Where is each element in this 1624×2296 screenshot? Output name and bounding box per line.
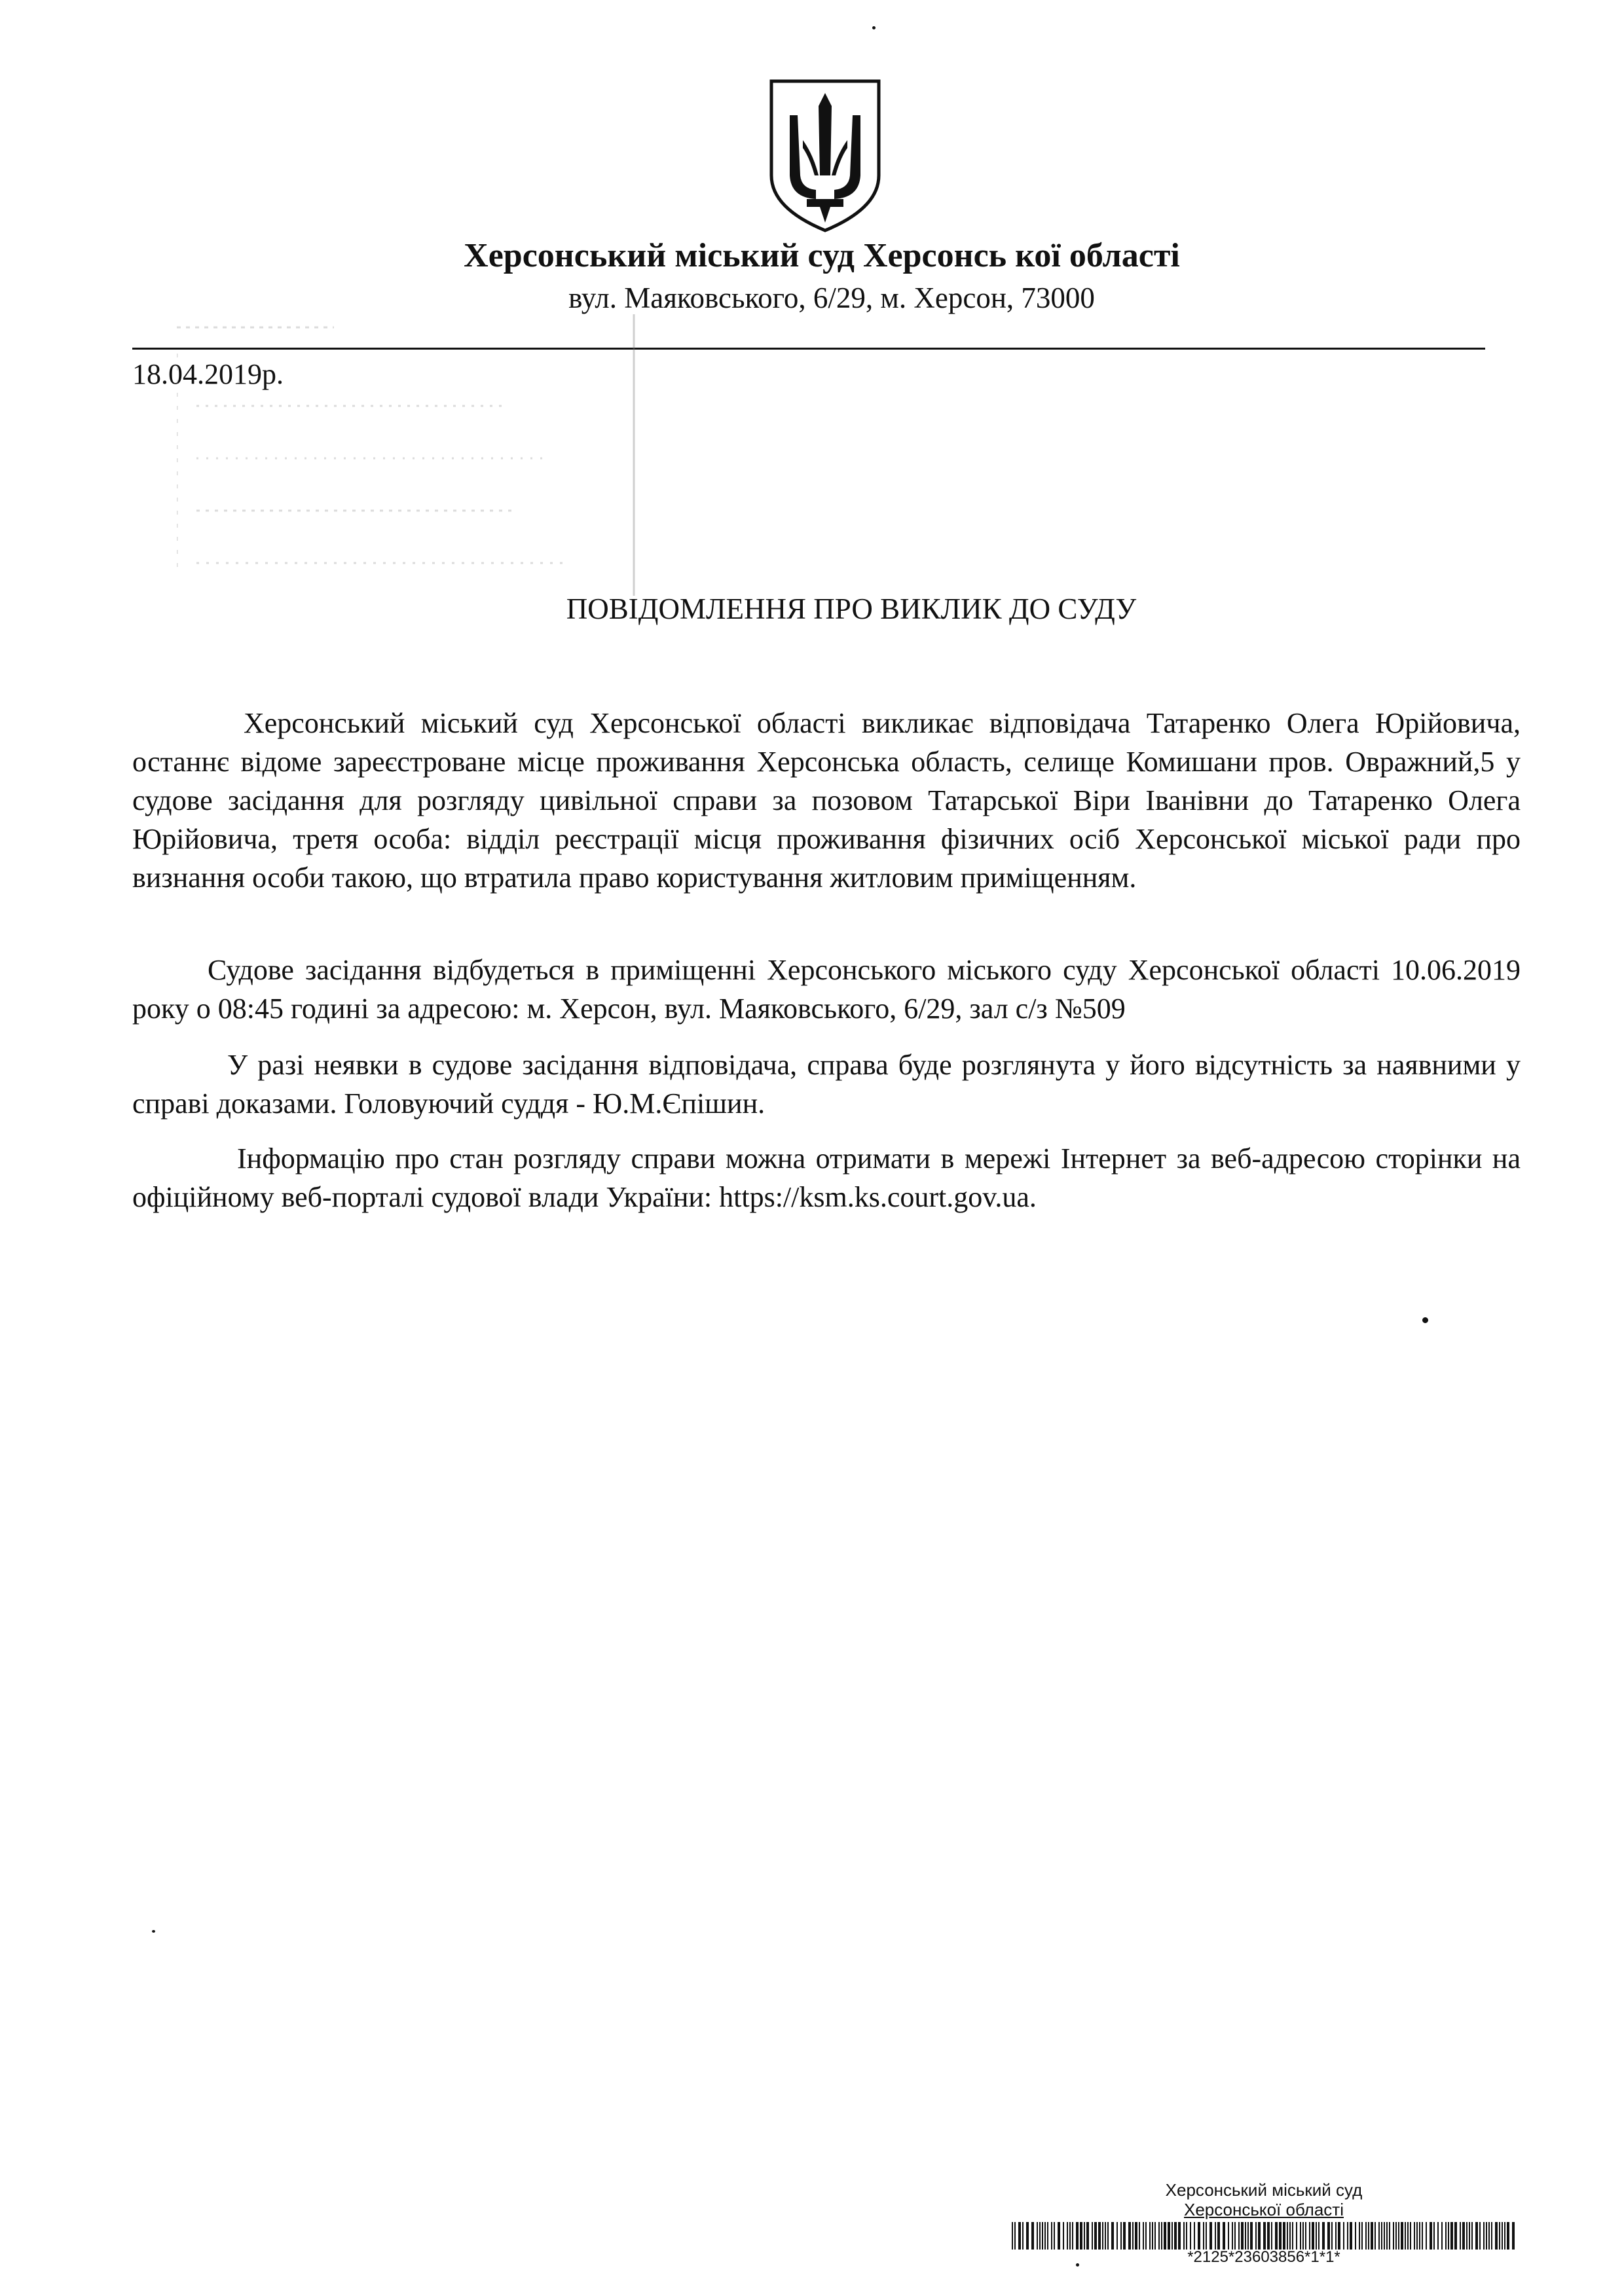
barcode-bar bbox=[1164, 2222, 1166, 2250]
barcode-bar bbox=[1084, 2222, 1085, 2250]
barcode-bar bbox=[1398, 2222, 1399, 2250]
barcode-bar bbox=[1263, 2222, 1266, 2250]
barcode-bar bbox=[1331, 2222, 1333, 2250]
barcode-bar bbox=[1223, 2222, 1225, 2250]
barcode-bar bbox=[1499, 2222, 1500, 2250]
paragraph-absence-warning: У разі неявки в судове засідання відповідача, справа буде розглянута у його відсутність за наявними у справі доказами. Головуючий суддя - Ю.М.Єпішин. bbox=[132, 1049, 1521, 1120]
barcode-bar bbox=[1067, 2222, 1068, 2250]
barcode-bar bbox=[1393, 2222, 1394, 2250]
barcode-bar bbox=[1471, 2222, 1473, 2250]
barcode-bar bbox=[1206, 2222, 1207, 2250]
barcode-bar bbox=[1430, 2222, 1432, 2250]
barcode-bar bbox=[1283, 2222, 1285, 2250]
barcode-bar bbox=[1123, 2222, 1126, 2250]
barcode-bar bbox=[1389, 2222, 1390, 2250]
notice-title: ПОВІДОМЛЕННЯ ПРО ВИКЛИК ДО СУДУ bbox=[566, 592, 1137, 625]
barcode-bar bbox=[1355, 2222, 1356, 2250]
barcode-bar bbox=[1475, 2222, 1478, 2250]
barcode-bar bbox=[1445, 2222, 1447, 2250]
barcode-bar bbox=[1454, 2222, 1457, 2250]
barcode-bar bbox=[1271, 2222, 1272, 2250]
barcode-bar bbox=[1322, 2222, 1325, 2250]
barcode-bar bbox=[1105, 2222, 1106, 2250]
barcode-bar bbox=[1086, 2222, 1089, 2250]
barcode-bar bbox=[1054, 2222, 1055, 2250]
barcode-bar bbox=[1014, 2222, 1016, 2250]
barcode-bar bbox=[1128, 2222, 1131, 2250]
barcode-bar bbox=[1486, 2222, 1487, 2250]
barcode-bar bbox=[1433, 2222, 1435, 2250]
barcode-bar bbox=[1152, 2222, 1153, 2250]
barcode-bar bbox=[1247, 2222, 1249, 2250]
barcode-bar bbox=[1209, 2222, 1212, 2250]
barcode-bar bbox=[1258, 2222, 1261, 2250]
barcode-bar bbox=[1143, 2222, 1144, 2250]
barcode-bar bbox=[1381, 2222, 1382, 2250]
barcode-bar bbox=[1203, 2222, 1204, 2250]
barcode-bar bbox=[1426, 2222, 1427, 2250]
barcode-bar bbox=[1051, 2222, 1052, 2250]
barcode-bar bbox=[1462, 2222, 1465, 2250]
barcode-bar bbox=[1335, 2222, 1337, 2250]
barcode-bar bbox=[1437, 2222, 1439, 2250]
barcode-bar bbox=[1371, 2222, 1373, 2250]
barcode-bar bbox=[1217, 2222, 1220, 2250]
barcode-bar bbox=[1491, 2222, 1492, 2250]
barcode-bar bbox=[1132, 2222, 1134, 2250]
barcode-bar bbox=[1469, 2222, 1470, 2250]
barcode-bar bbox=[1419, 2222, 1420, 2250]
footer-court-label bbox=[1080, 2180, 1447, 2219]
barcode-bar bbox=[1422, 2222, 1423, 2250]
barcode-bar bbox=[1359, 2222, 1360, 2250]
barcode-bar bbox=[1183, 2222, 1185, 2250]
barcode-bar bbox=[1080, 2222, 1082, 2250]
court-name: Херсонський міський суд Херсонсь кої області bbox=[464, 237, 1180, 274]
barcode-bar bbox=[1441, 2222, 1443, 2250]
barcode-bar bbox=[1149, 2222, 1151, 2250]
barcode-bar bbox=[1135, 2222, 1137, 2250]
paragraph-online-info: Інформацію про стан розгляду справи можна отримати в мережі Інтернет за веб-адресою сторінки на офіційному веб-порталі судової влади України: https://ksm.ks.court.gov.ua. bbox=[132, 1142, 1521, 1213]
barcode-bar bbox=[1287, 2222, 1288, 2250]
barcode-bar bbox=[1296, 2222, 1297, 2250]
barcode-bar bbox=[1154, 2222, 1156, 2250]
barcode-bar bbox=[1279, 2222, 1282, 2250]
barcode-bar bbox=[1414, 2222, 1415, 2250]
barcode-bar bbox=[1186, 2222, 1187, 2250]
barcode-bar bbox=[1092, 2222, 1093, 2250]
barcode-bar bbox=[1111, 2222, 1114, 2250]
barcode-bar bbox=[1502, 2222, 1503, 2250]
barcode-bar bbox=[1145, 2222, 1147, 2250]
barcode-bar bbox=[1289, 2222, 1291, 2250]
barcode-bar bbox=[1343, 2222, 1344, 2250]
barcode-bar bbox=[1416, 2222, 1418, 2250]
barcode-bar bbox=[1312, 2222, 1314, 2250]
barcode-bar bbox=[1347, 2222, 1348, 2250]
document-date: 18.04.2019р. bbox=[132, 358, 284, 390]
scan-speck bbox=[1422, 1317, 1428, 1323]
barcode-bar bbox=[1245, 2222, 1246, 2250]
footer-court-line-1: Херсонський міський суд bbox=[1165, 2180, 1363, 2200]
barcode-bar bbox=[1058, 2222, 1060, 2250]
barcode-bar bbox=[1407, 2222, 1409, 2250]
faded-stamp-mark bbox=[177, 314, 635, 602]
barcode-bar bbox=[1241, 2222, 1244, 2250]
document-barcode bbox=[1012, 2222, 1516, 2250]
barcode-bar bbox=[1410, 2222, 1411, 2250]
barcode-bar bbox=[1037, 2222, 1038, 2250]
barcode-bar bbox=[1267, 2222, 1270, 2250]
barcode-bar bbox=[1190, 2222, 1191, 2250]
barcode-bar bbox=[1401, 2222, 1403, 2250]
barcode-bar bbox=[1386, 2222, 1388, 2250]
barcode-bar bbox=[1479, 2222, 1481, 2250]
barcode-bar bbox=[1483, 2222, 1485, 2250]
barcode-bar bbox=[1039, 2222, 1041, 2250]
barcode-bar bbox=[1158, 2222, 1160, 2250]
barcode-bar bbox=[1044, 2222, 1046, 2250]
paragraph-hearing-details: Судове засідання відбудеться в приміщенні Херсонського міського суду Херсонської області 10.06.2019 року о 08:45 годині за адресою: м. Херсон, вул. Маяковського, 6/29, зал с/з №509 bbox=[132, 954, 1521, 1025]
barcode-bar bbox=[1161, 2222, 1162, 2250]
barcode-bar bbox=[1368, 2222, 1369, 2250]
footer-court-line-2: Херсонської області bbox=[1184, 2200, 1344, 2219]
barcode-bar bbox=[1031, 2222, 1034, 2250]
barcode-bar bbox=[1378, 2222, 1380, 2250]
barcode-bar bbox=[1350, 2222, 1352, 2250]
barcode-bar bbox=[1448, 2222, 1449, 2250]
barcode-bar bbox=[1194, 2222, 1195, 2250]
barcode-bar bbox=[1012, 2222, 1013, 2250]
barcode-bar bbox=[1309, 2222, 1310, 2250]
barcode-bar bbox=[1174, 2222, 1177, 2250]
barcode-bar bbox=[1228, 2222, 1229, 2250]
barcode-bar bbox=[1488, 2222, 1490, 2250]
barcode-bar bbox=[1460, 2222, 1461, 2250]
barcode-bar bbox=[1018, 2222, 1021, 2250]
scan-speck bbox=[152, 1930, 155, 1933]
barcode-bar bbox=[1450, 2222, 1453, 2250]
barcode-bar bbox=[1172, 2222, 1173, 2250]
barcode-bar bbox=[1168, 2222, 1170, 2250]
barcode-bar bbox=[1395, 2222, 1397, 2250]
barcode-bar bbox=[1234, 2222, 1236, 2250]
scan-speck bbox=[872, 26, 876, 29]
barcode-bar bbox=[1098, 2222, 1101, 2250]
barcode-bar bbox=[1022, 2222, 1024, 2250]
barcode-bar bbox=[1232, 2222, 1233, 2250]
ukraine-trident-emblem-icon bbox=[767, 77, 883, 234]
barcode-bar bbox=[1094, 2222, 1097, 2250]
barcode-bar bbox=[1026, 2222, 1029, 2250]
barcode-bar bbox=[1198, 2222, 1200, 2250]
court-address: вул. Маяковського, 6/29, м. Херсон, 73000 bbox=[568, 282, 1095, 314]
barcode-bar bbox=[1375, 2222, 1376, 2250]
barcode-bar bbox=[1238, 2222, 1240, 2250]
barcode-bar bbox=[1316, 2222, 1317, 2250]
barcode-bar bbox=[1318, 2222, 1320, 2250]
barcode-bar bbox=[1507, 2222, 1509, 2250]
barcode-bar bbox=[1275, 2222, 1278, 2250]
barcode-bar bbox=[1361, 2222, 1363, 2250]
barcode-bar bbox=[1504, 2222, 1505, 2250]
barcode-bar bbox=[1405, 2222, 1406, 2250]
barcode-bar bbox=[1215, 2222, 1216, 2250]
barcode-bar bbox=[1300, 2222, 1301, 2250]
barcode-bar bbox=[1042, 2222, 1043, 2250]
barcode-bar bbox=[1302, 2222, 1304, 2250]
barcode-bar bbox=[1495, 2222, 1498, 2250]
barcode-bar bbox=[1305, 2222, 1306, 2250]
barcode-bar bbox=[1102, 2222, 1103, 2250]
barcode-bar bbox=[1327, 2222, 1330, 2250]
barcode-bar bbox=[1076, 2222, 1079, 2250]
barcode-bar bbox=[1120, 2222, 1122, 2250]
barcode-number: *2125*23603856*1*1* bbox=[1187, 2248, 1340, 2266]
barcode-bar bbox=[1047, 2222, 1048, 2250]
barcode-bar bbox=[1116, 2222, 1118, 2250]
barcode-bar bbox=[1512, 2222, 1515, 2250]
barcode-bar bbox=[1107, 2222, 1109, 2250]
barcode-bar bbox=[1384, 2222, 1385, 2250]
paragraph-summons: Херсонський міський суд Херсонської області викликає відповідача Татаренко Олега Юрійовича, останнє відоме зареєстроване місце проживання Херсонська область, селище Комишани пров. Овражний,5 у судове засідання для розгляду цивільної справи за позовом Татарської Віри Іванівни до Татаренко Олега Юрійовича, третя особа: відділ реєстрації місця проживання фізичних осіб Херсонської міської ради про визнання особи такою, що втратила право користування житловим приміщенням. bbox=[132, 707, 1521, 894]
barcode-bar bbox=[1063, 2222, 1064, 2250]
barcode-bar bbox=[1255, 2222, 1257, 2250]
barcode-bar bbox=[1069, 2222, 1071, 2250]
barcode-bar bbox=[1178, 2222, 1181, 2250]
barcode-bar bbox=[1072, 2222, 1073, 2250]
barcode-bar bbox=[1466, 2222, 1467, 2250]
barcode-bar bbox=[1292, 2222, 1293, 2250]
barcode-bar bbox=[1250, 2222, 1253, 2250]
barcode-bar bbox=[1338, 2222, 1340, 2250]
barcode-bar bbox=[1365, 2222, 1367, 2250]
barcode-bar bbox=[1139, 2222, 1140, 2250]
